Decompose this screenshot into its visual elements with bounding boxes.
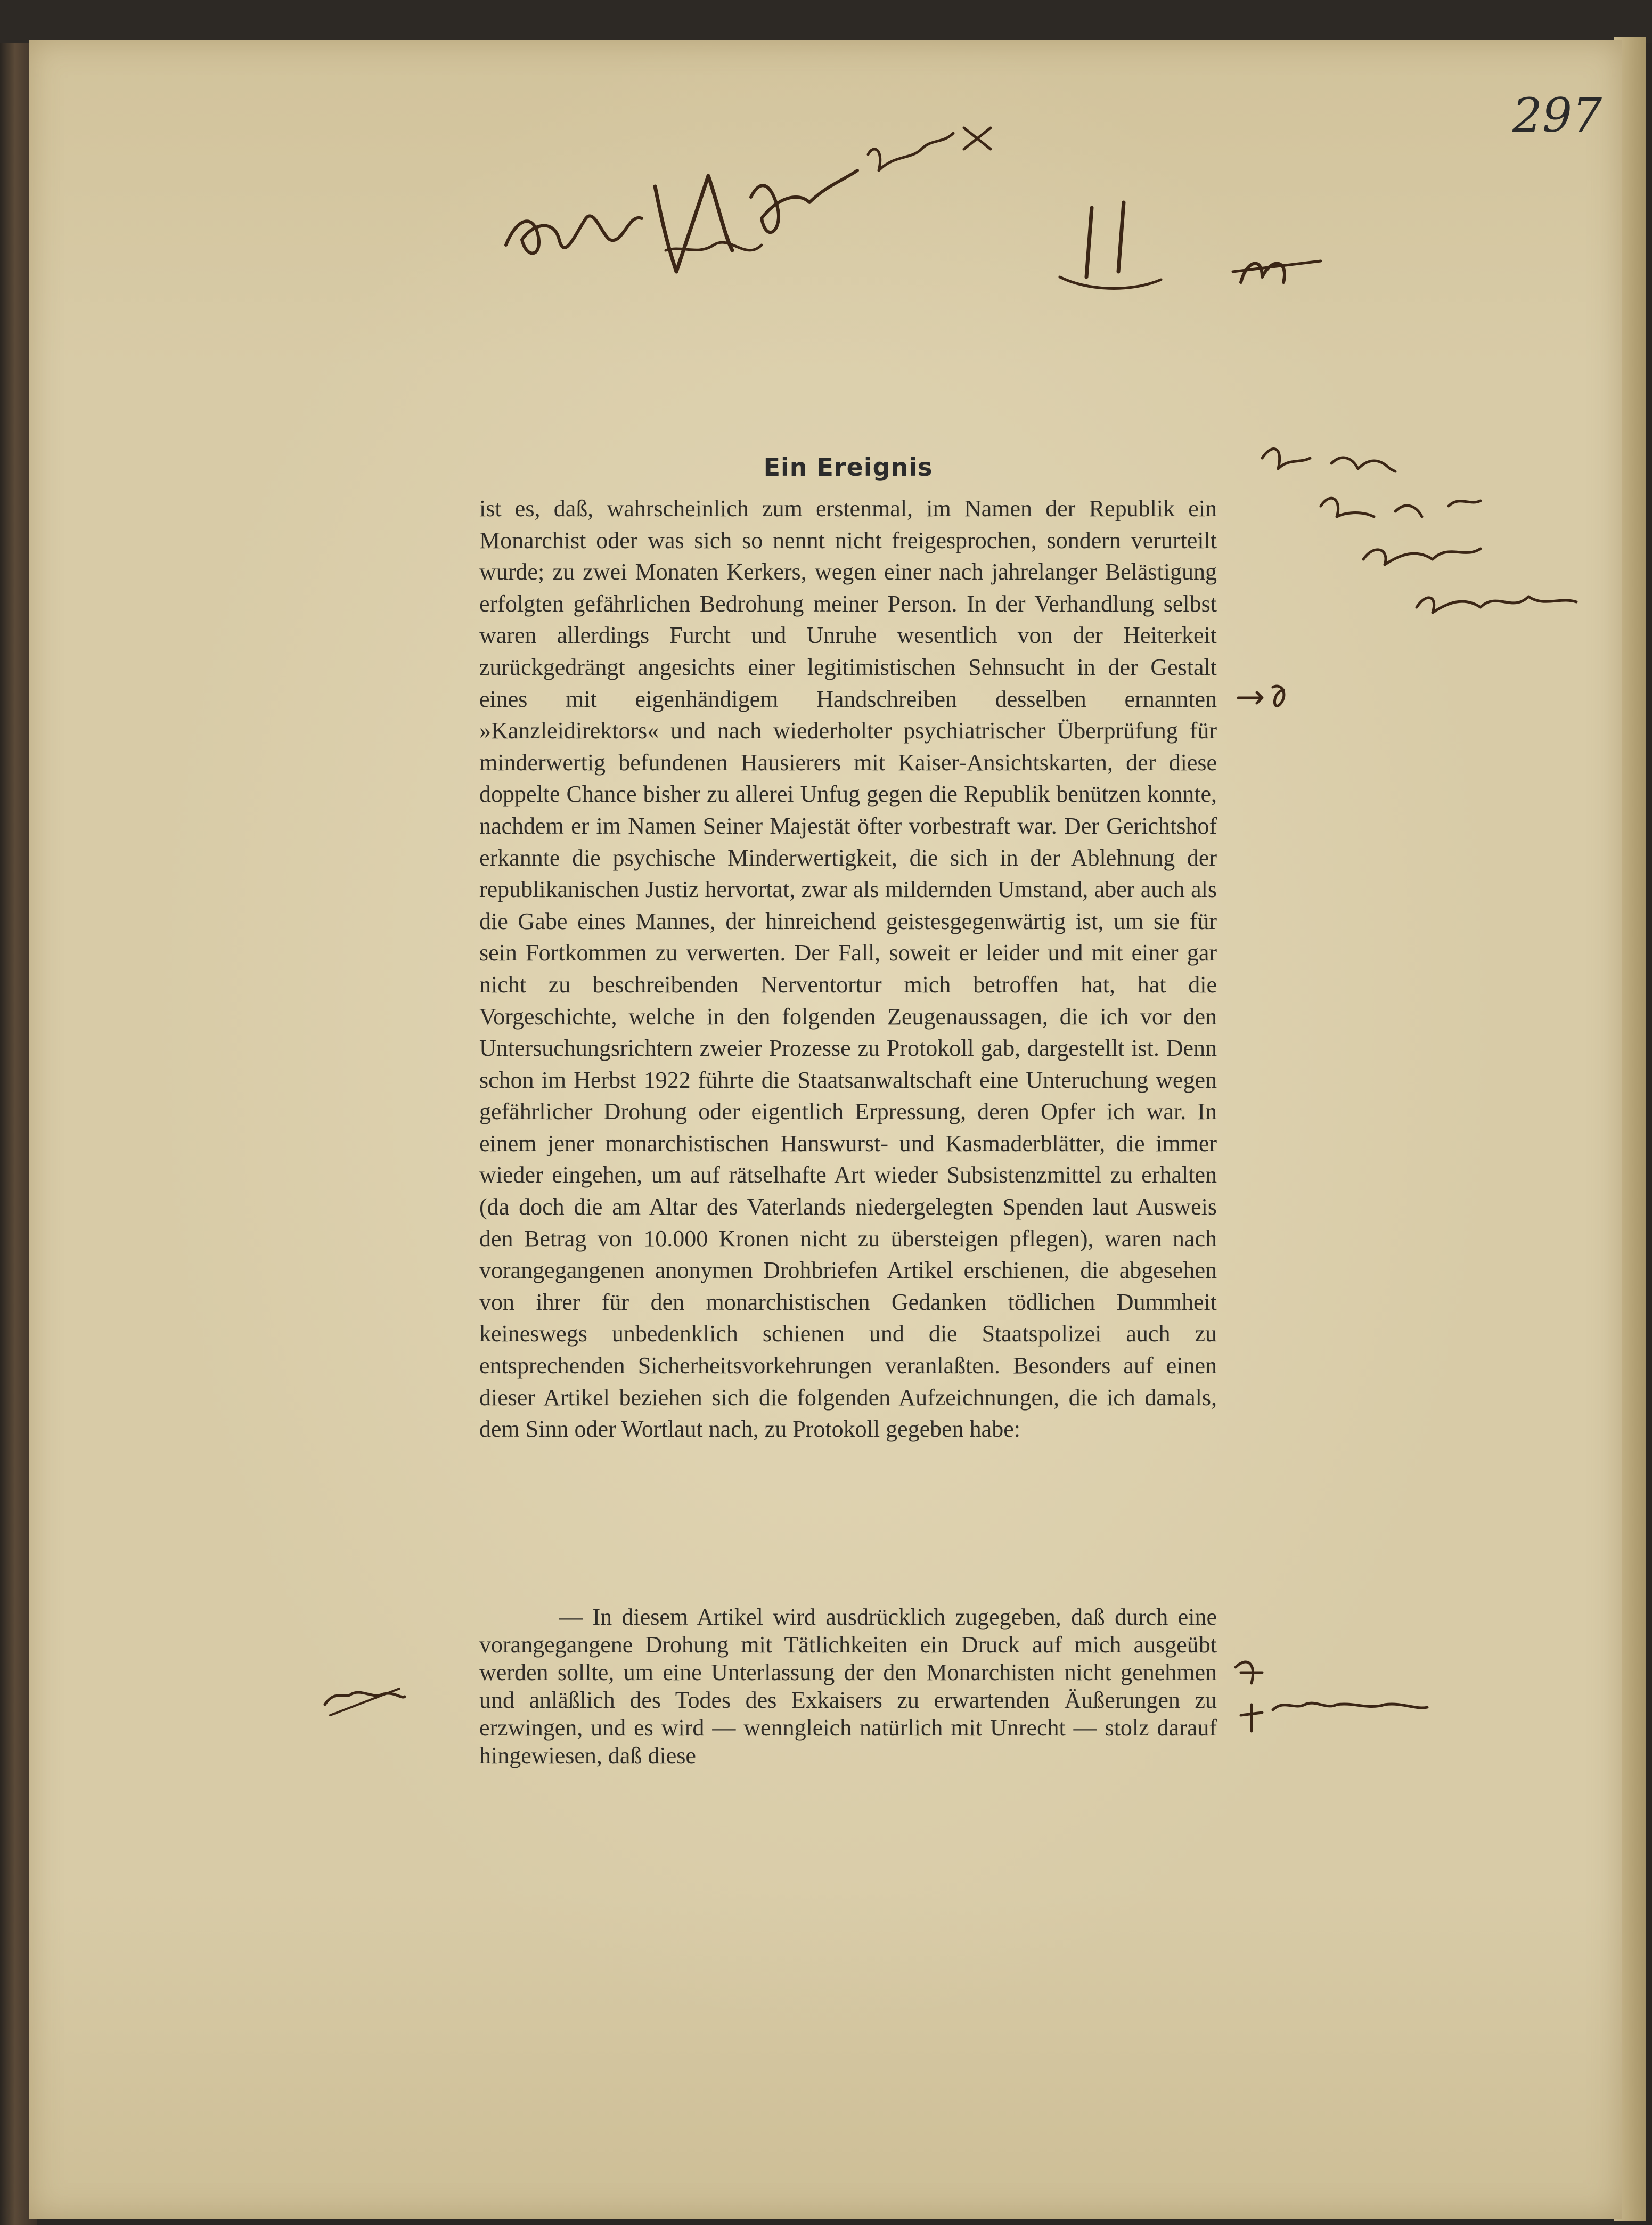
scan-background bbox=[0, 0, 1652, 43]
protocol-quote bbox=[479, 1603, 1217, 1770]
quote-paragraph: — In diesem Artikel wird ausdrücklich zugegeben, daß durch eine vorangegangene Drohung mit Tätlichkeiten ein Druck auf mich ausgeübt werden sollte, um eine Unterlassung der den Monarchisten nicht genehmen und anläßlich des Todes des Exkaisers zu erwartenden Äußerungen zu erzwingen, und es wird — wenngleich natürlich mit Unrecht — stolz darauf hingewiesen, daß diese bbox=[479, 1604, 1217, 1768]
folio-number: 297 bbox=[1512, 88, 1602, 143]
body-paragraph: ist es, daß, wahrscheinlich zum erstenmal, im Namen der Republik ein Monarchist oder was sich so nennt nicht freigesprochen, sondern verurteilt wurde; zu zwei Monaten Kerkers, wegen einer nach jahrelanger Belästigung erfolgten gefährlichen Bedrohung meiner Person. In der Verhandlung selbst waren allerdings Furcht und Unruhe wesentlich von der Heiterkeit zurückgedrängt angesichts einer legitimistischen Sehnsucht in der Gestalt eines mit eigenhändigem Handschreiben desselben ernannten »Kanzleidirektors« und nach wiederholter psychiatrischer Überprüfung für minderwertig befundenen Hausierers mit Kaiser-Ansichtskarten, der diese doppelte Chance bisher zu allerei Unfug gegen die Republik benützen konnte, nachdem er im Namen Seiner Majestät öfter vorbestraft war. Der Gerichtshof erkannte die psychische Minderwertigkeit, die sich in der Ablehnung der republikanischen Justiz hervortat, zwar als mildernden Umstand, aber auch als die Gabe eines Mannes, der hinreichend geistesgegenwärtig ist, um sie für sein Fortkommen zu verwerten. Der Fall, soweit er leider und mit einer gar nicht zu beschreibenden Nerventortur mich betroffen hat, hat die Vorgeschichte, welche in den folgenden Zeugenaussagen, die ich vor den Untersuchungsrichtern zweier Prozesse zu Protokoll gab, dargestellt ist. Denn schon im Herbst 1922 führte die Staatsanwaltschaft eine Unteruchung wegen gefährlicher Drohung oder eigentlich Erpressung, deren Opfer ich war. In einem jener monarchistischen Hanswurst- und Kasmaderblätter, die immer wieder eingehen, um auf rätselhafte Art wieder Subsistenzmittel zu erhalten (da doch die am Altar des Vaterlands niedergelegten Spenden laut Ausweis den Betrag von 10.000 Kronen nicht zu übersteigen pflegen), waren nach vorangegangenen anonymen Drohbriefen Artikel erschienen, die abgesehen von ihrer für den monarchistischen Gedanken tödlichen Dummheit keineswegs unbedenklich schienen und die Staatspolizei auch zu entsprechenden Sicherheitsvorkehrungen veranlaßten. Besonders auf einen dieser Artikel beziehen sich die folgenden Aufzeichnungen, die ich damals, dem Sinn oder Wortlaut nach, zu Protokoll gegeben habe: bbox=[479, 495, 1217, 1442]
article-title: Ein Ereignis bbox=[763, 453, 933, 482]
article-body bbox=[479, 493, 1217, 1445]
